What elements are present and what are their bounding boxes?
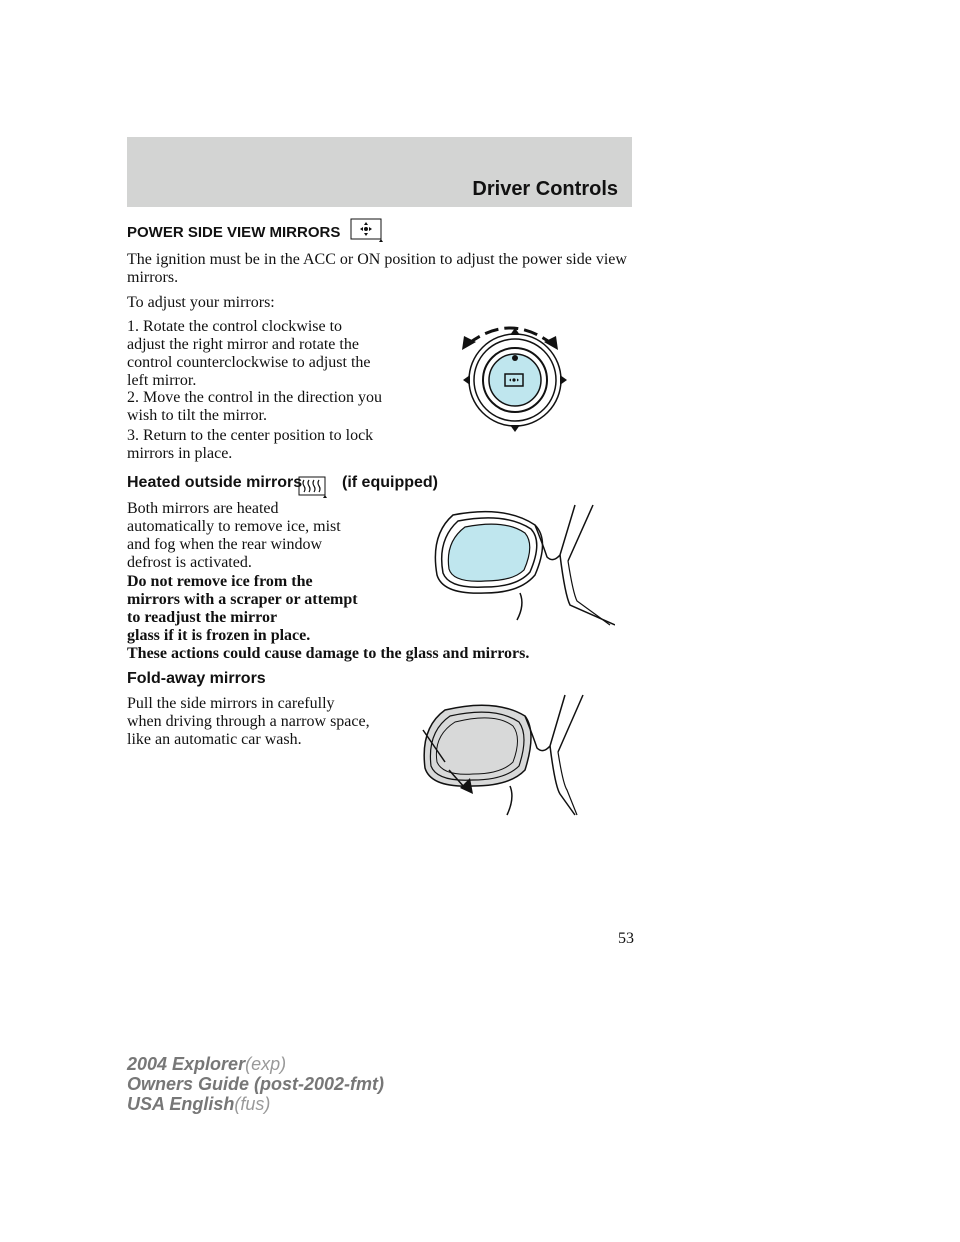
mirror-control-illustration	[440, 308, 580, 433]
fold-mirror-illustration	[415, 690, 605, 825]
step-3: 3. Return to the center position to lock mirrors in place.	[127, 427, 374, 462]
fold-mirrors-body: Pull the side mirrors in carefully when driving through a narrow space, like an automatic car wash.	[127, 695, 370, 748]
heated-warning-part2: glass if it is frozen in place. These actions could cause damage to the glass and mirrors.	[127, 627, 530, 662]
fold-mirrors-heading: Fold-away mirrors	[127, 670, 266, 687]
mirror-control-icon	[350, 218, 384, 242]
footer-line-2: Owners Guide (post-2002-fmt)	[127, 1074, 385, 1094]
heated-warning-part1: Do not remove ice from the mirrors with a scraper or attempt to readjust the mirror	[127, 573, 358, 626]
heated-mirrors-suffix: (if equipped)	[342, 474, 438, 491]
adjust-intro: To adjust your mirrors:	[127, 294, 275, 311]
footer-line-3: USA English(fus)	[127, 1094, 271, 1114]
heated-mirrors-heading: Heated outside mirrors	[127, 474, 303, 491]
step-2: 2. Move the control in the direction you wish to tilt the mirror.	[127, 389, 383, 424]
section-title: Driver Controls	[472, 178, 618, 200]
step-1: 1. Rotate the control clockwise to adjust the right mirror and rotate the control counterclockwise to adjust the left mirror.	[127, 318, 371, 389]
power-mirrors-heading: POWER SIDE VIEW MIRRORS	[127, 224, 341, 241]
footer-line-1: 2004 Explorer(exp)	[127, 1054, 287, 1074]
document-footer	[127, 1054, 384, 1114]
section-header-band	[127, 137, 632, 207]
heated-mirrors-body: Both mirrors are heated automatically to remove ice, mist and fog when the rear window defrost is activated.	[127, 500, 341, 571]
rear-defrost-icon	[298, 476, 328, 498]
page-number: 53	[618, 930, 634, 947]
power-mirrors-intro: The ignition must be in the ACC or ON position to adjust the power side view mirrors.	[127, 251, 627, 286]
heated-mirror-illustration	[425, 495, 615, 635]
